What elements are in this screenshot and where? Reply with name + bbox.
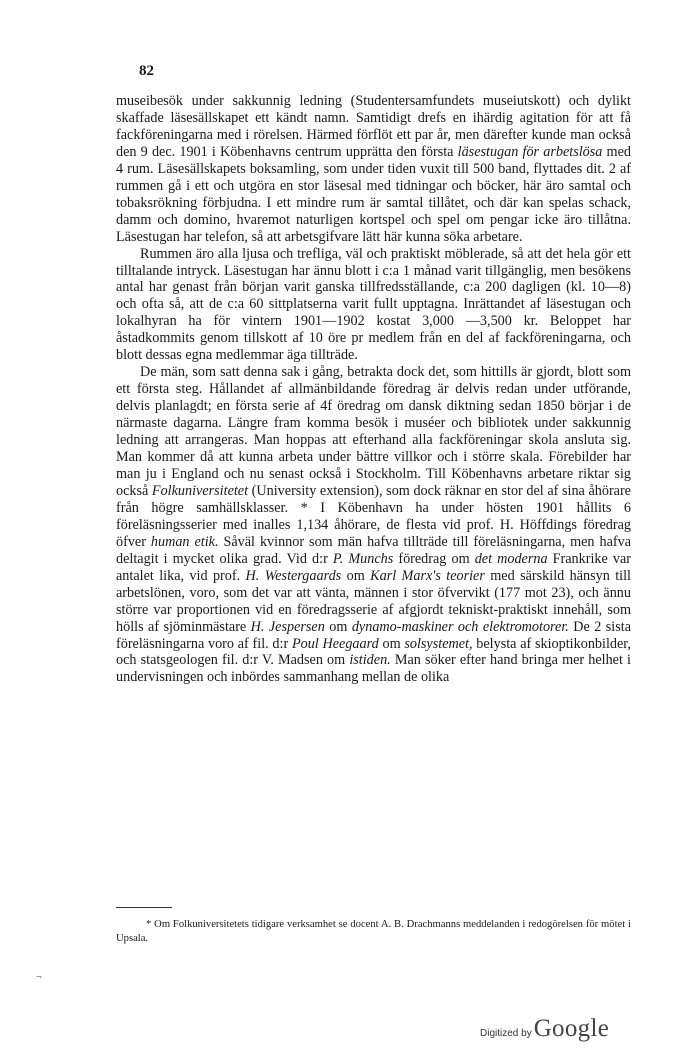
text-run: om <box>341 567 371 584</box>
text-run: belysta af skioptikonbilder, och statsgeologen fil. d:r V. Madsen om <box>116 635 631 669</box>
text-run: Såväl kvinnor som män hafva tillträde till föreläsningarna, men hafva deltagit i mycket olika grad. Vid d:r <box>116 533 631 567</box>
paragraph-3 <box>116 364 631 686</box>
text-run: De 2 sista föreläsningarna voro af fil. d:r <box>116 618 632 652</box>
paragraph-2 <box>116 246 631 365</box>
text-run: om <box>324 618 352 635</box>
watermark-digitized-text: Digitized by <box>480 1028 532 1039</box>
digitized-by-watermark <box>480 1015 609 1043</box>
italic-text: H. Westergaards <box>245 567 342 584</box>
italic-text: Poul Heegaard <box>291 635 379 652</box>
text-run: föredrag om <box>393 550 475 567</box>
text-run: Man söker efter hand bringa mer helhet i undervisningen och inbördes sammanhang mellan de olika <box>116 652 631 686</box>
text-run: om <box>378 635 405 652</box>
italic-text: Folkuniversitetet <box>151 482 249 499</box>
italic-text: dynamo-maskiner och elektromotorer. <box>351 618 569 635</box>
text-run: Frankrike var antalet lika, vid prof. <box>116 550 631 584</box>
text-run: med särskild hänsyn till arbetslönen, voro, som det var att vänta, männen i stor öfvervikt (177 mot 23), och ännu större var proportionen vid en föredragsserie af afgjordt tekniskt-praktiskt innehåll, som hölls af sjöminmästare <box>116 567 631 635</box>
paragraph-1 <box>116 93 631 246</box>
italic-text: istiden. <box>349 652 391 669</box>
text-run: museibesök under sakkunnig ledning (Studentersamfundets museiutskott) och dylikt skaffade läsesällskapet ett kändt namn. Samtidigt drefs en ihärdig agitation för att få fackföreningarna med i rörelsen. Härmed förflöt ett par år, men därefter kunde man också den 9 dec. 1901 i Köbenhavns centrum upprätta den första <box>116 93 631 160</box>
google-logo: Google <box>533 1015 610 1042</box>
italic-text: solsystemet, <box>404 635 473 652</box>
text-run: De män, som satt denna sak i gång, betrakta dock det, som hittills är gjordt, blott som ett första steg. Hållandet af allmänbildande föredrag är delvis redan under utförande, delvis planlagdt; en första serie af 4f öredrag om dansk diktning sedan 1850 börjar i de närmaste dagarna. Längre fram komma besök i muséer och bibliotek under sakkunnig ledning att arrangeras. Man hoppas att efterhand alla fackföreningar skola ansluta sig. Man kommer då att kunna arbeta under bättre villkor och i större skala. Förebilder har man ju i England och nu senast också i Stockholm. Till Köbenhavns arbetare riktar sig också <box>116 364 631 499</box>
italic-text: H. Jespersen <box>250 618 325 635</box>
text-run: med 4 rum. Läsesällskapets boksamling, som under tiden vuxit till 500 band, flyttades dit. 2 af rummen gå i ett och utgöra en stor läsesal med tidningar och böcker, här äro samtal och tobaksrökning förbjudna. I ett mindre rum är samtal tillåtet, och där kan spelas schack, damm och domino, hvaremot naturligen kortspel och spel om pengar icke äro tillåtna. Läsestugan har telefon, så att arbetsgifvare lätt här kunna söka arbetare. <box>116 143 631 245</box>
corner-mark: ¬ <box>36 972 42 983</box>
italic-text: Karl Marx's teorier <box>370 567 485 584</box>
text-run: (University extension), som dock räknar en stor del af sina åhörare från högre samhällsklasser. * I Köbenhavn ha under hösten 1901 hållits 6 föreläsningsserier med inalles 1,134 åhörare, de flesta vid prof. H. Höffdings föredrag öfver <box>116 482 631 550</box>
page-number: 82 <box>139 63 154 79</box>
italic-text: det moderna <box>474 550 548 567</box>
footnote-rule <box>116 907 172 908</box>
italic-text: human etik. <box>150 533 219 550</box>
footnote: * Om Folkuniversitetets tidigare verksamhet se docent A. B. Drachmanns meddelanden i redogörelsen för mötet i Upsala. <box>116 919 631 944</box>
text-run: Rummen äro alla ljusa och trefliga, väl och praktiskt möblerade, så att det hela gör ett tilltalande intryck. Läsestugan har ännu blott i c:a 1 månad varit tillgänglig, men besökens antal har genast från början varit ganska tillfredsställande, c:a 200 dagligen (kl. 10—8) och ofta så, att de c:a 60 sittplatserna varit fullt upptagna. Inrättandet af läsestugan och lokalhyran ha för vintern 1901—1902 kostat 3,000 —3,500 kr. Beloppet har åstadkommits genom tillskott af 10 öre pr medlem från en del af fackföreningarna, och blott dessas egna medlemmar äga tillträde. <box>116 245 631 364</box>
italic-text: läsestugan för arbetslösa <box>457 143 603 160</box>
body-text <box>116 93 631 686</box>
italic-text: P. Munchs <box>332 550 394 567</box>
